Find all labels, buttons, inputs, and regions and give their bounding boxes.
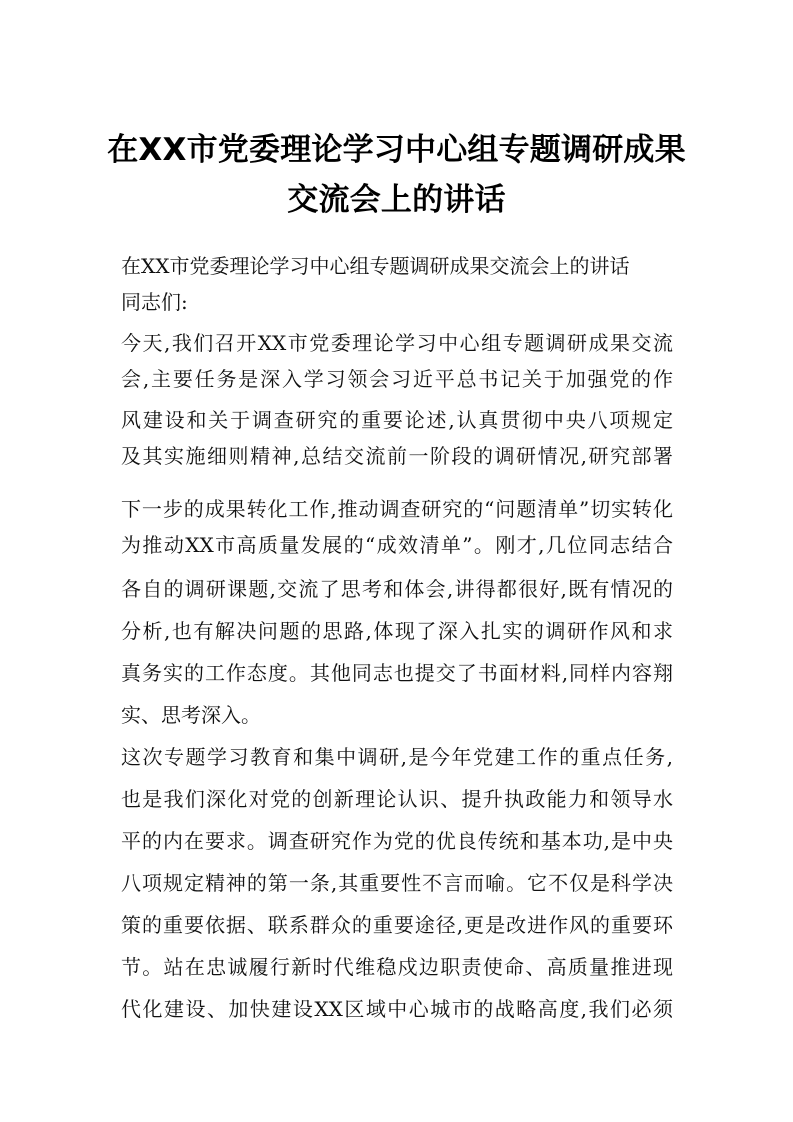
- body-line: 真务实的工作态度。其他同志也提交了书面材料,同样内容翔: [121, 661, 673, 685]
- body-line: 及其实施细则精神,总结交流前一阶段的调研情况,研究部署: [121, 444, 673, 468]
- salutation-line: 同志们:: [121, 290, 188, 314]
- body-line: 风建设和关于调查研究的重要论述,认真贯彻中央八项规定: [121, 408, 673, 432]
- subtitle-line: 在XX市党委理论学习中心组专题调研成果交流会上的讲话: [121, 254, 630, 278]
- body-line: 实、思考深入。: [121, 703, 261, 727]
- body-line: 也是我们深化对党的创新理论认识、提升执政能力和领导水: [121, 787, 673, 811]
- body-line: 为推动XX市高质量发展的“成效清单”。刚才,几位同志结合: [121, 533, 673, 557]
- document-title-line-2: 交流会上的讲话: [287, 182, 506, 218]
- body-line: 会,主要任务是深入学习领会习近平总书记关于加强党的作: [121, 367, 673, 391]
- body-line: 各自的调研课题,交流了思考和体会,讲得都很好,既有情况的: [121, 577, 673, 601]
- body-line: 下一步的成果转化工作,推动调查研究的“问题清单”切实转化: [121, 497, 673, 521]
- body-line: 分析,也有解决问题的思路,体现了深入扎实的调研作风和求: [121, 619, 673, 643]
- body-line: 策的重要依据、联系群众的重要途径,更是改进作风的重要环: [121, 913, 673, 937]
- body-line: 这次专题学习教育和集中调研,是今年党建工作的重点任务,: [121, 745, 673, 769]
- body-line: 八项规定精神的第一条,其重要性不言而喻。它不仅是科学决: [121, 871, 673, 895]
- body-line: 今天,我们召开XX市党委理论学习中心组专题调研成果交流: [121, 331, 673, 355]
- body-line: 平的内在要求。调查研究作为党的优良传统和基本功,是中央: [121, 829, 673, 853]
- document-title-line-1: 在XX市党委理论学习中心组专题调研成果: [107, 132, 686, 168]
- body-line: 代化建设、加快建设XX区域中心城市的战略高度,我们必须: [121, 997, 673, 1021]
- body-line: 节。站在忠诚履行新时代维稳戍边职责使命、高质量推进现: [121, 955, 673, 979]
